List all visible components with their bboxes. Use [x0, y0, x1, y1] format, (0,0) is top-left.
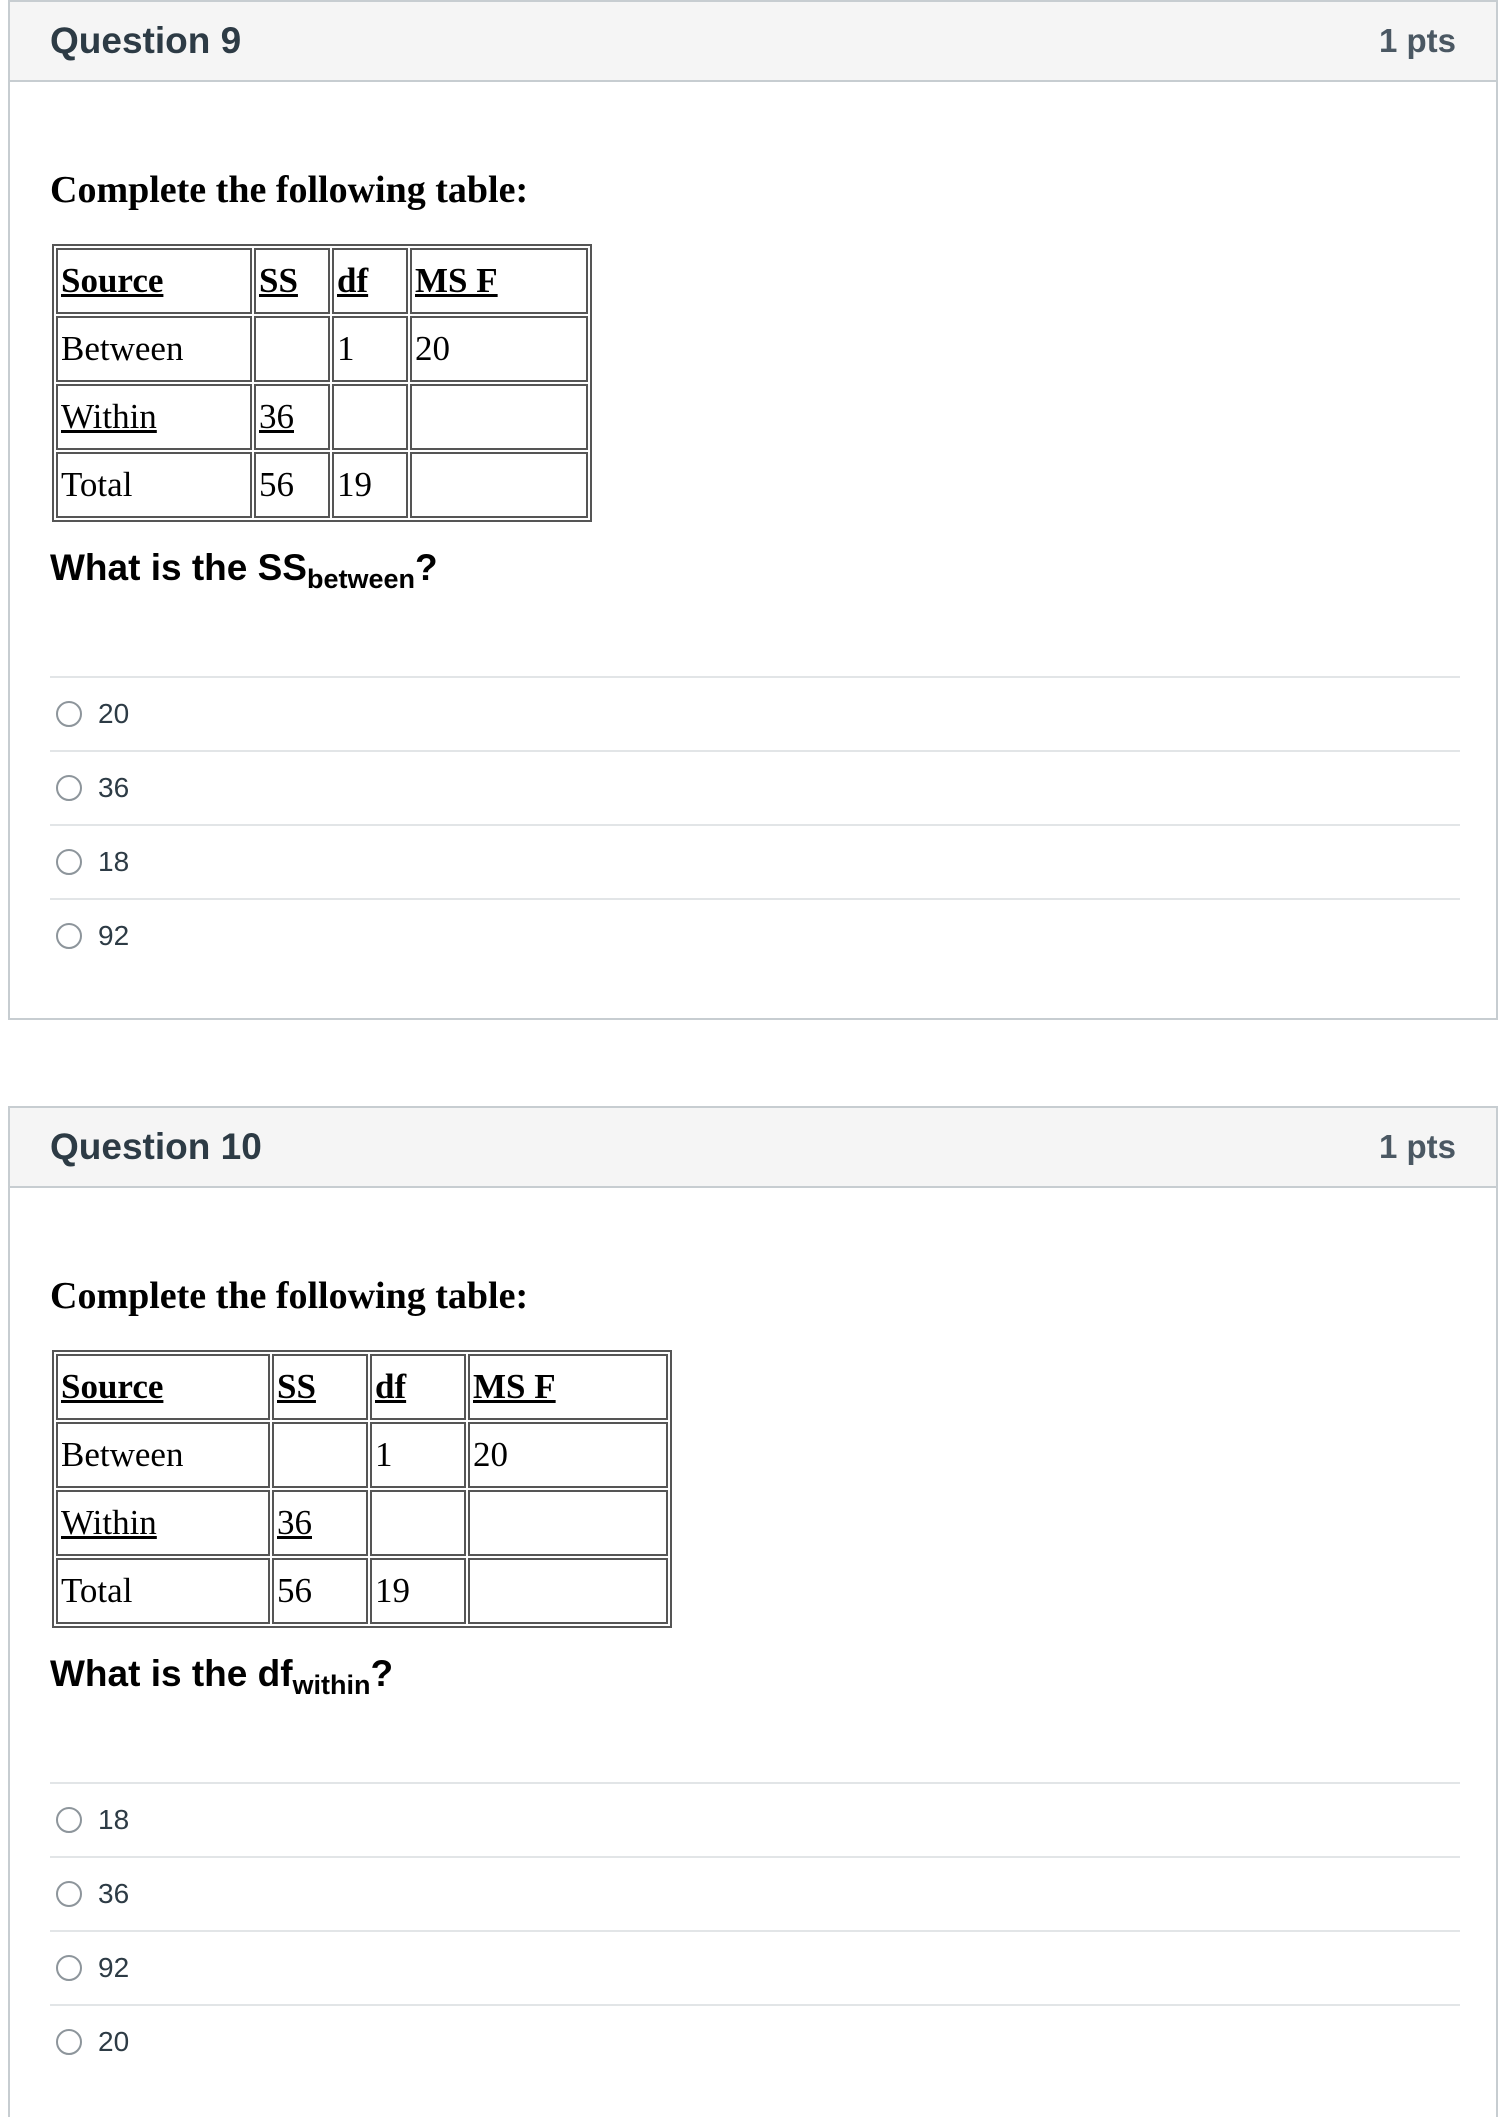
answer-label[interactable]: 18 [98, 1804, 130, 1835]
answer-label[interactable]: 20 [98, 698, 130, 729]
radio-button[interactable] [56, 1807, 82, 1833]
question-header [10, 2, 1496, 82]
answer-option[interactable] [50, 1856, 1460, 1930]
question-points: 1 pts [1378, 1128, 1456, 1165]
table-cell: Total [56, 452, 252, 518]
ask-end: ? [415, 547, 438, 588]
question-header [10, 1108, 1496, 1188]
table-row [56, 1558, 668, 1624]
question-prompt: Complete the following table: [50, 1275, 529, 1317]
radio-button[interactable] [56, 2029, 82, 2055]
question-title: Question 10 [50, 1126, 262, 1167]
anova-table [52, 244, 592, 522]
radio-button[interactable] [56, 849, 82, 875]
table-header-cell: MS F [468, 1354, 668, 1420]
answer-label[interactable]: 92 [98, 1952, 130, 1983]
table-cell [468, 1490, 668, 1556]
table-header-row [56, 248, 588, 314]
table-cell: 56 [272, 1558, 368, 1624]
table-header-cell: Source [56, 248, 252, 314]
question-10 [8, 1106, 1498, 2117]
answer-option[interactable] [50, 824, 1460, 898]
table-cell: Between [56, 316, 252, 382]
question-ask [50, 1653, 393, 1701]
radio-button[interactable] [56, 1955, 82, 1981]
ask-text: What is the SS [50, 547, 307, 588]
answer-option[interactable] [50, 898, 1460, 972]
table-cell: 36 [254, 384, 330, 450]
table-cell: 1 [370, 1422, 466, 1488]
anova-table [52, 1350, 672, 1628]
answer-label[interactable]: 20 [98, 2026, 130, 2057]
answer-label[interactable]: 36 [98, 1878, 130, 1909]
table-cell: Total [56, 1558, 270, 1624]
answer-list [50, 1782, 1460, 2078]
radio-button[interactable] [56, 923, 82, 949]
question-prompt: Complete the following table: [50, 169, 529, 211]
table-cell [272, 1422, 368, 1488]
table-row [56, 384, 588, 450]
table-header-cell: SS [254, 248, 330, 314]
table-cell [370, 1490, 466, 1556]
answer-label[interactable]: 92 [98, 920, 130, 951]
question-ask [50, 547, 438, 595]
table-cell [468, 1558, 668, 1624]
table-header-cell: df [370, 1354, 466, 1420]
table-cell [410, 452, 588, 518]
table-cell: Between [56, 1422, 270, 1488]
table-cell: 20 [468, 1422, 668, 1488]
radio-button[interactable] [56, 1881, 82, 1907]
answer-label[interactable]: 36 [98, 772, 130, 803]
ask-subscript: within [292, 1670, 371, 1700]
table-cell: 1 [332, 316, 408, 382]
answer-option[interactable] [50, 1782, 1460, 1856]
answer-option[interactable] [50, 750, 1460, 824]
answer-list [50, 676, 1460, 972]
table-cell [410, 384, 588, 450]
answer-label[interactable]: 18 [98, 846, 130, 877]
question-9 [8, 0, 1498, 1020]
table-row [56, 1422, 668, 1488]
table-row [56, 1490, 668, 1556]
answer-option[interactable] [50, 1930, 1460, 2004]
table-header-cell: Source [56, 1354, 270, 1420]
answer-option[interactable] [50, 676, 1460, 750]
ask-text: What is the df [50, 1653, 293, 1694]
table-cell: 56 [254, 452, 330, 518]
table-row [56, 452, 588, 518]
answer-option[interactable] [50, 2004, 1460, 2078]
radio-button[interactable] [56, 775, 82, 801]
table-header-cell: MS F [410, 248, 588, 314]
radio-button[interactable] [56, 701, 82, 727]
table-cell: Within [56, 384, 252, 450]
table-cell: 20 [410, 316, 588, 382]
question-title: Question 9 [50, 20, 242, 61]
table-cell: 19 [332, 452, 408, 518]
table-cell: 19 [370, 1558, 466, 1624]
table-cell: 36 [272, 1490, 368, 1556]
ask-subscript: between [306, 564, 416, 594]
table-cell: Within [56, 1490, 270, 1556]
question-points: 1 pts [1378, 22, 1456, 59]
table-header-row [56, 1354, 668, 1420]
ask-end: ? [370, 1653, 394, 1694]
table-cell [254, 316, 330, 382]
table-cell [332, 384, 408, 450]
table-row [56, 316, 588, 382]
table-header-cell: SS [272, 1354, 368, 1420]
table-header-cell: df [332, 248, 408, 314]
